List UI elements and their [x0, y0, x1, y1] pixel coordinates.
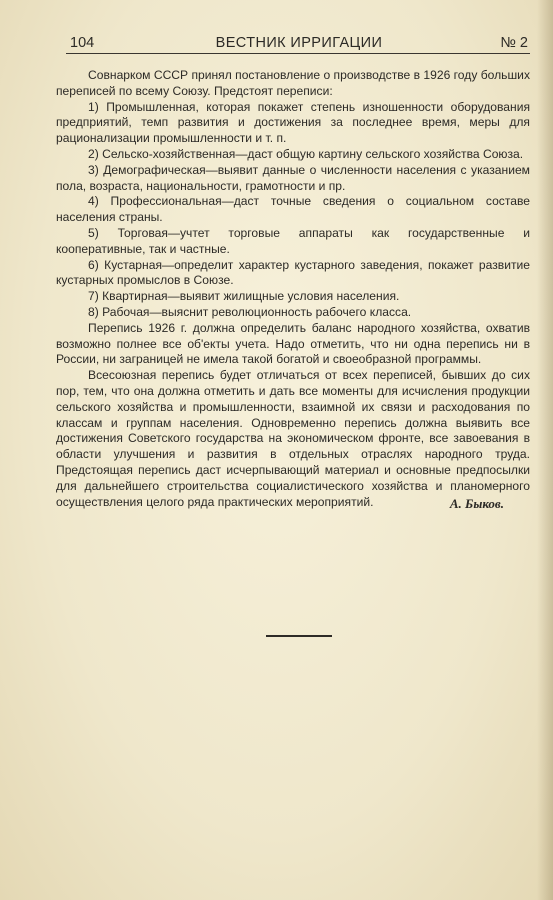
census-item-professional: 4) Профессиональная—даст точные сведения о социальном составе населения страны.: [56, 194, 530, 225]
header-rule: [66, 53, 530, 54]
census-item-industrial: 1) Промышленная, которая покажет степень изношенности оборудования предприятий, темп развития и достижения за последнее время, меры для рационализации промышленности и т. п.: [56, 99, 530, 146]
running-header: [70, 34, 528, 54]
intro-paragraph: Совнарком СССР принял постановление о производстве в 1926 году больших переписей по всему Союзу. Предстоят переписи:: [56, 68, 530, 98]
census-item-workers: 8) Рабочая—выяснит революционность рабочего класса.: [88, 304, 412, 319]
page-edge-shadow: [537, 0, 553, 900]
article-end-rule: [266, 635, 332, 637]
page-number: 104: [70, 35, 95, 51]
census-item-agricultural: 2) Сельско-хозяйственная—даст общую картину сельского хозяйства Союза.: [88, 146, 524, 161]
census-item-housing: 7) Квартирная—выявит жилищные условия населения.: [88, 289, 400, 304]
conclusion-paragraph: Всесоюзная перепись будет отличаться от всех переписей, бывших до сих пор, тем, что она должна отметить и дать все моменты для исчисления продукции сельского хозяйства и промышленности, взаимной их связи и расходования по классам и группам населения. Одновременно перепись должна выявить все достижения Советского государства на экономическом фронте, все завоевания в области улучшения и развития в отдельных отраслях народного труда. Предстоящая перепись даст исчерпывающий материал и основные предпосылки для дальнейшего строительства социалистического хозяйства и планомерного осуществления целого ряда практических мероприятий.: [56, 368, 530, 509]
balance-paragraph: Перепись 1926 г. должна определить баланс народного хозяйства, охватив возможно полнее все об'екты учета. Надо отметить, что ни одна перепись ни в России, ни заграницей не имела такой богатой и своеобразной программы.: [56, 320, 530, 367]
census-item-trade: 5) Торговая—учтет торговые аппараты как государственные и кооперативные, так и частные.: [56, 225, 530, 256]
journal-title: ВЕСТНИК ИРРИГАЦИИ: [215, 35, 383, 51]
author-signature: А. Быков.: [449, 496, 504, 511]
issue-number: № 2: [500, 35, 528, 51]
article-body: [56, 68, 530, 510]
census-item-handicraft: 6) Кустарная—определит характер кустарного заведения, покажет развитие кустарных промыслов в Союзе.: [56, 257, 530, 288]
census-item-demographic: 3) Демографическая—выявит данные о численности населения с указанием пола, возраста, национальности, грамотности и пр.: [56, 162, 530, 193]
